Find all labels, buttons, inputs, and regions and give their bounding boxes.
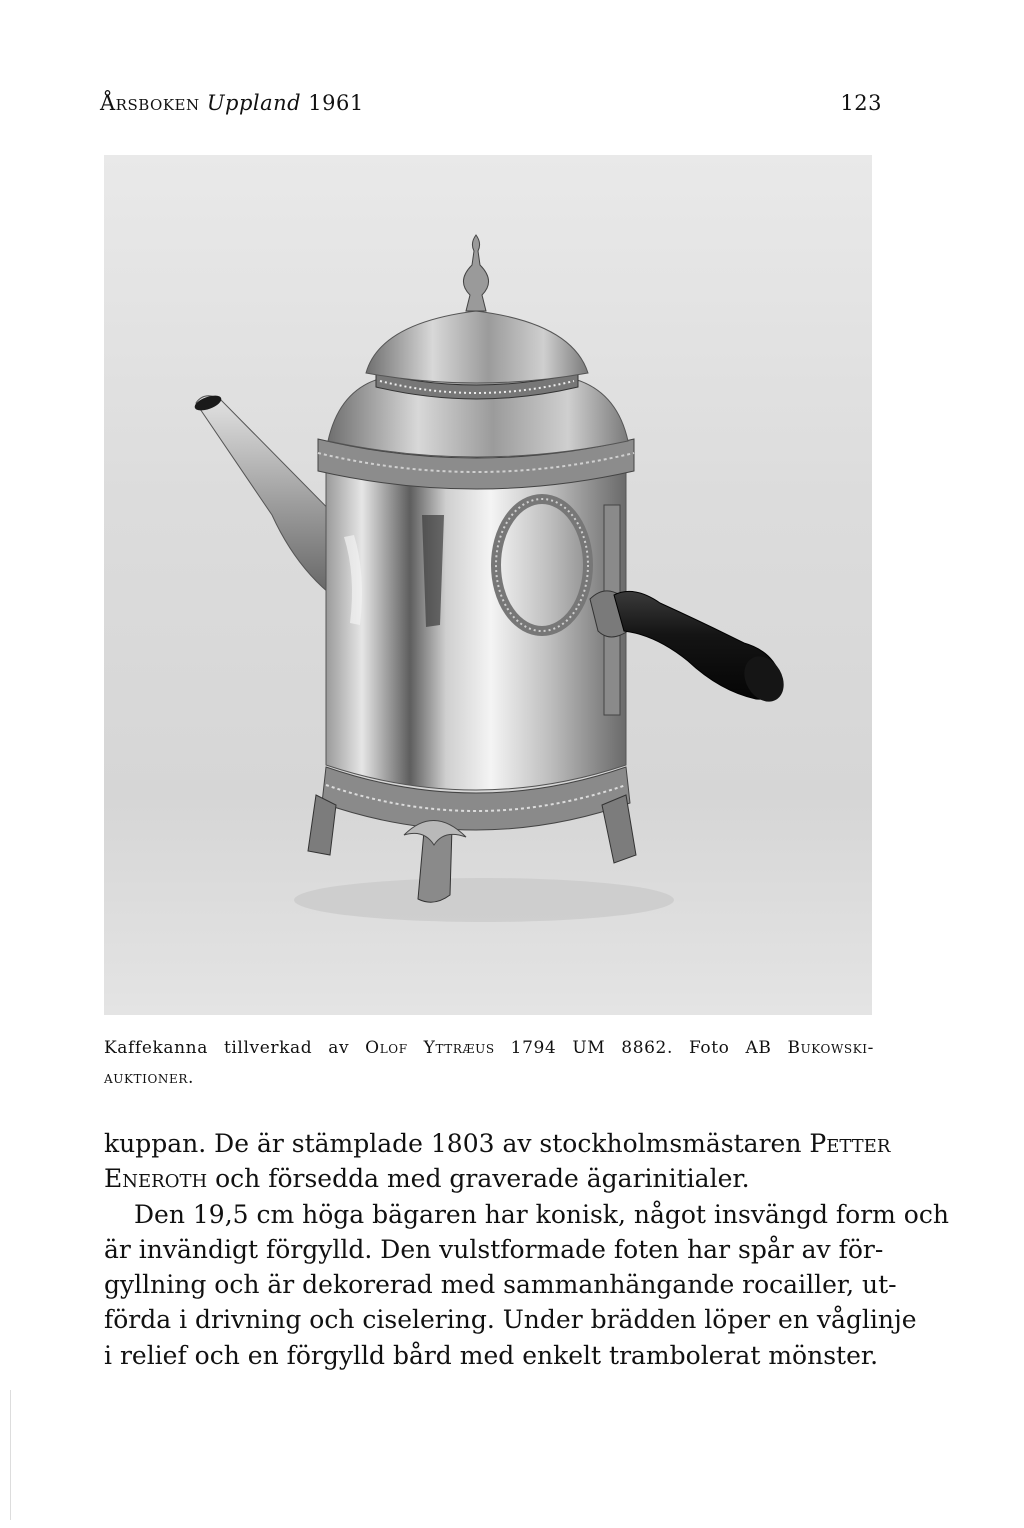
caption-line-2: auktioner.: [104, 1068, 195, 1088]
body-text: [104, 1126, 949, 1373]
body-line-5: gyllning och är dekorerad med sammanhängande rocailler, ut-: [104, 1270, 897, 1300]
running-head: [100, 91, 882, 119]
body-line-7: i relief och en förgylld bård med enkelt trambolerat mönster.: [104, 1340, 879, 1370]
page-edge-mark: [10, 1390, 11, 1520]
body-line-2: Eneroth och försedda med graverade ägarinitialer.: [104, 1164, 750, 1194]
body-line-1: kuppan. De är stämplade 1803 av stockholmsmästaren Petter: [104, 1129, 891, 1158]
caption-photo-firm: Bukowski-: [787, 1038, 874, 1058]
page-number: 123: [840, 91, 882, 115]
coffee-pot-photo: [104, 155, 872, 1015]
figure-caption: [104, 1033, 874, 1093]
running-head-title: Årsboken Uppland 1961: [100, 91, 364, 115]
body-line-4: är invändigt förgylld. Den vulstformade foten har spår av för-: [104, 1234, 884, 1264]
caption-maker-name: Olof Yttræus: [365, 1038, 495, 1058]
body-line-6: förda i drivning och ciselering. Under brädden löper en våglinje: [104, 1305, 917, 1335]
silversmith-name: Petter: [809, 1129, 891, 1158]
caption-line-1: Kaffekanna tillverkad av Olof Yttræus 1794 UM 8862. Foto AB Bukowski-: [104, 1038, 874, 1058]
body-line-3: Den 19,5 cm höga bägaren har konisk, något insvängd form och: [134, 1199, 949, 1229]
silversmith-surname: Eneroth: [104, 1164, 208, 1194]
coffee-pot-illustration: [104, 155, 872, 1015]
